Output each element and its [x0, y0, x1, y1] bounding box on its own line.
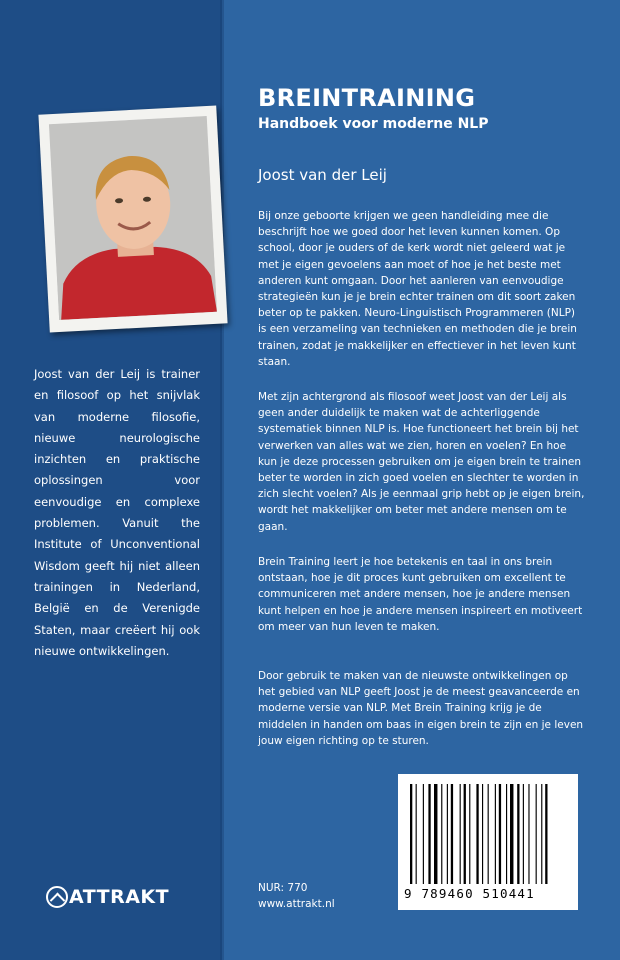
- barcode-bars: [410, 784, 566, 884]
- publisher-logo: [46, 886, 169, 908]
- isbn-number: 9 789460 510441: [404, 886, 535, 901]
- book-title: BREINTRAINING: [258, 84, 476, 112]
- blurb-paragraph: Brein Training leert je hoe betekenis en taal in ons brein ontstaan, hoe je dit proces kunt gebruiken om excellent te communiceren met andere mensen, hoe je andere mensen kunt helpen en hoe je andere mensen inspireert en motiveert om meer van hun leven te maken.: [258, 556, 583, 633]
- publisher-info: [258, 880, 335, 912]
- blurb-paragraph: Door gebruik te maken van de nieuwste ontwikkelingen op het gebied van NLP geeft Joost je de meest geavanceerde en moderne versie van NLP. Met Brein Training krijg je de middelen in handen om baas in eigen brein te zijn en je leven jouw eigen richting op te sturen.: [258, 670, 584, 747]
- author-photo: [49, 116, 217, 320]
- book-subtitle: Handboek voor moderne NLP: [258, 116, 489, 132]
- nur-code: NUR: 770: [258, 882, 308, 894]
- blurb-paragraph: Bij onze geboorte krijgen we geen handleiding mee die beschrijft hoe we goed door het leven kunnen komen. Op school, door je ouders of de kerk wordt niet geleerd wat je met je eigen gevoelens aan moet of hoe je het beste met anderen kunt omgaan. Door het aanleren van eenvoudige strategieën kun je je brein echter trainen om dit soort zaken beter op te pakken. Neuro-Linguistisch Programmeren (NLP) is een verzameling van technieken en methoden die je brein trainen, zodat je makkelijker en effectiever in het leven kunt staan.: [258, 210, 577, 368]
- publisher-logo-text: ATTRAKT: [69, 886, 170, 908]
- attrakt-logo-icon: [46, 886, 68, 908]
- author-name: Joost van der Leij: [258, 166, 387, 184]
- panel-divider: [220, 0, 224, 960]
- blurb-paragraph: Met zijn achtergrond als filosoof weet Joost van der Leij als geen ander duidelijk te maken wat de achterliggende systematiek binnen NLP is. Hoe functioneert het brein bij het verwerken van alles wat we zien, horen en voelen? En hoe kun je deze processen gebruiken om je eigen brein te trainen beter te worden in zich goed voelen en slechter te worden in zich slecht voelen? Als je eenmaal grip hebt op je eigen brein, wordt het makkelijker om beter met andere mensen om te gaan.: [258, 391, 585, 533]
- author-bio: Joost van der Leij is trainer en filosoof op het snijvlak van moderne filosofie, nieuwe neurologische inzichten en praktische oplossingen voor eenvoudige en complexe problemen. Vanuit the Institute of Unconventional Wisdom geeft hij niet alleen trainingen in Nederland, België en de Verenigde Staten, maar creëert hij ook nieuwe ontwikkelingen.: [34, 367, 200, 658]
- barcode: [398, 774, 578, 910]
- publisher-website: www.attrakt.nl: [258, 898, 335, 910]
- author-photo-frame: [38, 105, 227, 332]
